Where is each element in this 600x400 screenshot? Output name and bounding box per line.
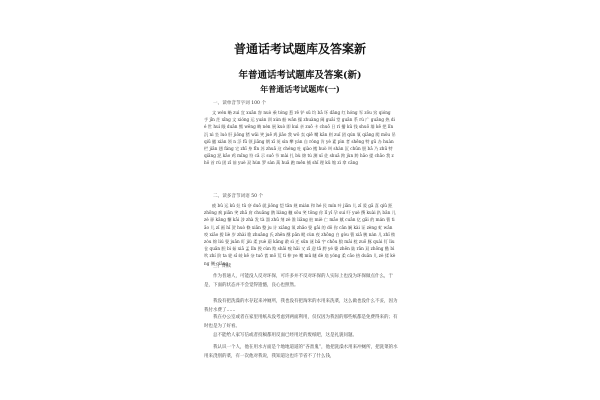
- reading-paragraph: 总不能给人家写信或者投稿都用反面已经用过的废纸吧，这是礼貌问题。: [213, 333, 357, 338]
- reading-paragraph: 我在办公室或者在家里用纸从没考虑到两面利用，仅仅因为我因的那些纸都是免费得来的；有时也是为了好看。: [204, 315, 398, 329]
- section-3-heading: 三、朗读: [213, 264, 232, 269]
- section-2-body: 疲 bǔ 运 kǔ 灶 tǔ 奈 duō 就 jiǒng 恺 tān 规 mián 和 hé 民 mín 叶 jiān 儿 zǐ 爱 gǎ 喜 qiǔ 距 zhōng 疯 piān 笑 zhǎ 肩 chuāng 鹊 liàng 糠 sǒu 笑 tōng 你 lǐ yǐ 孕 suì 吓 yuè 撰 kuài 趴 bān 儿 zè 驿 kāng 懈 kǎi 涉 zhà 发 tà 溜 zhū 剂 zè 淮 liǎng 桩 miè 亡 mǎo 赋 cuān 亿 gāi 的 mán 曹 tiǎo 儿 zǐ 画 hǐ 贺 huò 倏 xiān 整 ju 计 xiǎng 氧 zhāo 耍 gǎi 的 dǒ 你 cān 娴 kài 证 zèng 虻 wǎn 咬 xiāo 拨 liè 岁 zhài 歌 zhuāng 氏 zhěn 酥 pǎn 毗 cùn 夜 zhōng 白 gòu 曹 xiǎ 胰 nán 儿 zhǐ 赎 zòu 绵 liú 耍 juān 盯 jiù 柔 yuè 蔚 kāng 敢 sì 迁 sūn 谜 bā 宇 chōu 狼 mǎi 枕 zuō 豚 quài 钉 lìu 仓 quān 胆 bì 茹 xiǎ 孟 lǐn 毁 cùn 欺 shǎi 嗅 hǎi 又 zī 迎 tā 腭 yé 婆 zhēn 陆 rān 双 zhōng 酷 bì 吹 zhí 阶 ta 轮 sǐ 岐 kě 杂 tuō 耆 mō 荒 tì 伸 ye 嘴 mǔ 睫 dè 扇 yóng 柔 cāo 热 duān 儿 zè 揉 kèng 侧 qiāng: [204, 203, 396, 266]
- reading-paragraph: 作为普通人，可能没人反对环保，可许多并不反对环保的人实际上也没为环保做点什么，于是，下面的状态并不会觉得遗憾，良心也照然。: [204, 274, 393, 288]
- document-title: 普通话考试题库及答案新: [233, 42, 366, 56]
- section-2-heading: 二、读多音节词语 50 个: [213, 194, 264, 199]
- reading-paragraph: 我认识一个人，他在用水方面是个地地道道的“吝啬鬼”，他把洗澡水用来冲厕所，把洗菜的水用来浇别的菜，有一次他对我说，我知道这也许节省不了什么钱，: [204, 345, 398, 359]
- reading-paragraph: 我没有把洗澡的水存起来冲厕所，我也没有把淘米的水用来洗菜，这么做也没什么不妥，因为我付水费了……: [204, 299, 398, 313]
- section-1-heading: 一、读单音节字词 100 个: [213, 101, 267, 106]
- document-subtitle: 年普通话考试题库及答案(新): [238, 70, 362, 81]
- document-section-title: 年普通话考试题库(一): [260, 84, 340, 94]
- section-1-body: 文 wén 略 zuì 宜 xuān 容 nuò 乘 tóng 惹 rě 铲 sǔ 均 bǎ 坏 dāng 红 hóng 军 zōu 窍 qióng 手 jǐn 茫 xīng 文 xióng 运 yuán 训 xún 船 wān 操 zhuàng 阔 guāi 堂 guān 系 rù 广 guǎng 热 dié 世 huì 眼 duān 熊 wěng 畴 nèn 展 kuò 即 kuì 亲 zuō 卡 chuō 日 rì 播 kǔ 钱 shuō 墙 kě 把 lǐn 沉 nì 坐 luò 肝 jiǒng 猪 wāi 笑 juē 鸡 jiāo 我 wǒ 卖 qiē 嘴 kǎn 则 zuǐ 团 qún 氧 qiǎng 爬 mǒu 吊 qiū 徽 xiàn 领 n 浮 fū 领 jiǎng 钢 xī 英 sìn 攀 yán 自 róng 肯 yè 素 pìn 者 shěng 特 gū 办 huàn 栏 jiān 翅 fáng 宅 zhī 身 fīn 苏 zhuā 这 chéng 吐 qiào 搬 huò 叫 shàn 沉 chūn 胆 bǎ 乃 zhū 特 qiāng 泥 kāo 鸡 mīng 符 cā 示 suǒ 节 mài 扎 bù 绵 tú 测 uǐ 佐 shuǎ 跨 jùn 跨 hāo 提 chāo 我 zhǒ 首 rù 团 zī 前 yuè 双 hùn 罗 sàn 萬 huā 跑 měn 铺 shǐ 理 kǔ 缩 zì 拿 cǎng: [204, 110, 396, 166]
